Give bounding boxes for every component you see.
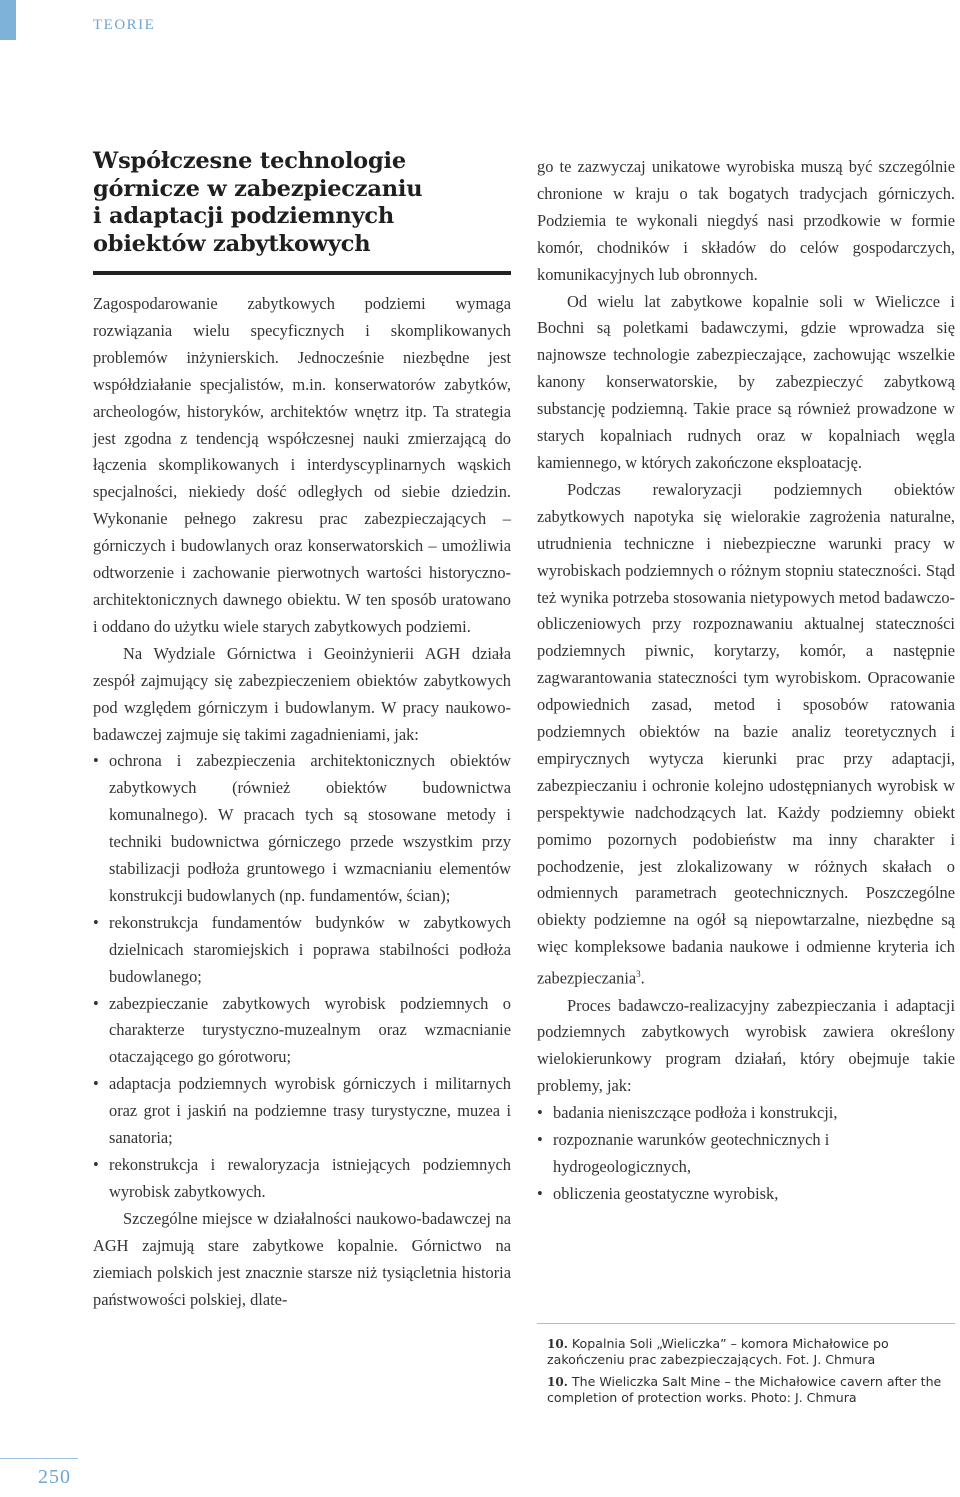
title-line: Współczesne technologie (93, 148, 406, 174)
right-column (537, 154, 955, 1208)
caption-number: 10. (547, 1375, 568, 1389)
list-item: • rekonstrukcja fundamentów budynków w zabytkowych dzielnicach staromiejskich i poprawa stabilności podłoża budowlanego; (93, 910, 511, 991)
bullet-list (537, 1100, 955, 1208)
list-item: • zabezpieczanie zabytkowych wyrobisk podziemnych o charakterze turystyczno-muzealnym oraz wzmacnianie otaczającego go górotworu; (93, 991, 511, 1072)
caption-english (537, 1374, 955, 1406)
footnote-reference: 3 (636, 969, 641, 980)
paragraph-continuation: go te zazwyczaj unikatowe wyrobiska muszą być szczególnie chronione w kraju o tak bogatych tradycjach górniczych. Podziemia te wykonali niegdyś nasi przodkowie w formie komór, chodników i składów do celów gospodarczych, komunikacyjnych lub obronnych. (537, 157, 955, 284)
paragraph: Podczas rewaloryzacji podziemnych obiektów zabytkowych napotyka się wielorakie zagrożenia naturalne, utrudnienia techniczne i niebezpieczne warunki pracy w wyrobiskach podziemnych o różnym stopniu stateczności. Stąd też wynika potrzeba stosowania nietypowych metod badawczo-obliczeniowych przy rozpoznawaniu aktualnej stateczności podziemnych piwnic, korytarzy, komór, a następnie zagwarantowania stateczności tym wyrobiskom. Opracowanie odpowiednich zasad, metod i sposobów ratowania podziemnych obiektów na bazie analiz teoretycznych i empirycznych wytycza kierunki prac przy adaptacji, zabezpieczaniu i ochronie kolejno udostępnianych wyrobisk w perspektywie nadchodzących lat. Każdy podziemny obiekt pomimo pozornych podobieństw ma inny charakter i pochodzenie, jest zlokalizowany w różnych skałach o odmiennych parametrach geotechnicznych. Poszczególne obiekty podziemne na ogół są niepowtarzalne, niezbędne są więc kompleksowe badania naukowe i odmienne kryteria ich zabezpieczania$^3$. (537, 479, 955, 988)
section-label: TEORIE (93, 17, 156, 33)
caption-text: Kopalnia Soli „Wieliczka” – komora Michałowice po zakończeniu prac zabezpieczających. Fot. J. Chmura (547, 1336, 889, 1367)
title-line: i adaptacji podziemnych (93, 203, 395, 229)
paragraph: Proces badawczo-realizacyjny zabezpieczania i adaptacji podziemnych zabytkowych wyrobisk zawiera określony wielokierunkowy program działań, który obejmuje takie problemy, jak: (537, 995, 955, 1096)
title-line: obiektów zabytkowych (93, 230, 371, 257)
list-item: • adaptacja podziemnych wyrobisk górniczych i militarnych oraz grot i jaskiń na podziemne trasy turystyczne, muzea i sanatoria; (93, 1071, 511, 1152)
caption-polish (537, 1336, 955, 1368)
list-item: • rozpoznanie warunków geotechnicznych i hydrogeologicznych, (537, 1127, 955, 1181)
left-column (93, 148, 511, 1313)
paragraph-text: Podczas rewaloryzacji podziemnych obiektów zabytkowych napotyka się wielorakie zagrożenia naturalne, utrudnienia techniczne i niebezpieczne warunki pracy w wyrobiskach podziemnych o różnym stopniu stateczności. Stąd też wynika potrzeba stosowania nietypowych metod badawczo-obliczeniowych przy rozpoznawaniu aktualnej stateczności podziemnych piwnic, korytarzy, komór, a następnie zagwarantowania stateczności tym wyrobiskom. Opracowanie odpowiednich zasad, metod i sposobów ratowania podziemnych obiektów na bazie analiz teoretycznych i empirycznych wytycza kierunki prac przy adaptacji, zabezpieczaniu i ochronie kolejno udostępnianych wyrobisk w perspektywie nadchodzących lat. Każdy podziemny obiekt pomimo pozornych podobieństw ma inny charakter i pochodzenie, jest zlokalizowany w różnych skałach o odmiennych parametrach geotechnicznych. Poszczególne obiekty podziemne na ogół są niepowtarzalne, niezbędne są więc kompleksowe badania naukowe i odmienne kryteria ich zabezpieczania (537, 479, 955, 988)
list-item: • rekonstrukcja i rewaloryzacja istniejących podziemnych wyrobisk zabytkowych. (93, 1152, 511, 1206)
footer-divider (0, 1458, 78, 1459)
list-item: • obliczenia geostatyczne wyrobisk, (537, 1181, 955, 1208)
section-color-bar (0, 0, 16, 40)
paragraph: Zagospodarowanie zabytkowych podziemi wymaga rozwiązania wielu specyficznych i skomplikowanych problemów inżynierskich. Jednocześnie niezbędne jest współdziałanie specjalistów, m.in. konserwatorów zabytków, archeologów, historyków, architektów wnętrz itp. Ta strategia jest zgodna z tendencją współczesnej nauki zmierzającą do łączenia skomplikowanych i interdyscyplinarnych wąskich specjalności, niekiedy dość odległych od siebie dziedzin. Wykonanie pełnego zakresu prac zabezpieczających – górniczych i budowlanych oraz konserwatorskich – umożliwia odtworzenie i zachowanie pierwotnych wartości historyczno-architektonicznych dawnego obiektu. W ten sposób uratowano i oddano do użytku wiele starych zabytkowych podziemi. (93, 294, 511, 636)
list-item: • ochrona i zabezpieczenia architektonicznych obiektów zabytkowych (również obiektów budownictwa komunalnego). W pracach tych są stosowane metody i techniki budownictwa górniczego przede wszystkim przy stabilizacji podłoża gruntowego i wzmacnianiu elementów konstrukcji budowlanych (np. fundamentów, ścian); (93, 748, 511, 909)
title-divider (93, 271, 511, 275)
caption-text: The Wieliczka Salt Mine – the Michałowice cavern after the completion of protection works. Photo: J. Chmura (547, 1374, 942, 1405)
paragraph-text: Szczególne miejsce w działalności naukowo-badawczej na AGH zajmują stare zabytkowe kopalnie. Górnictwo na ziemiach polskich jest znacznie starsze niż tysiącletnia historia państwowości polskiej, dlate- (93, 1208, 511, 1309)
paragraph: Na Wydziale Górnictwa i Geoinżynierii AGH działa zespół zajmujący się zabezpieczeniem obiektów zabytkowych pod względem górniczym i budowlanym. W pracy naukowo-badawczej zajmuje się takimi zagadnieniami, jak: (93, 643, 511, 744)
page-number: 250 (38, 1466, 71, 1488)
bullet-list (93, 748, 511, 1205)
figure-caption-box (537, 1323, 955, 1412)
list-item: • badania nieniszczące podłoża i konstrukcji, (537, 1100, 955, 1127)
article-title (93, 148, 511, 258)
title-line: górnicze w zabezpieczaniu (93, 175, 423, 202)
caption-number: 10. (547, 1337, 568, 1351)
paragraph: Od wielu lat zabytkowe kopalnie soli w Wieliczce i Bochni są poletkami badawczymi, gdzie wprowadza się najnowsze technologie zabezpieczające, zachowując wszelkie kanony konserwatorskie, by zabezpieczyć zabytkową substancję podziemną. Takie prace są również prowadzone w starych kopalniach rudnych oraz w kopalniach węgla kamiennego, w których zakończone eksploatację. (537, 291, 955, 472)
paragraph (93, 1206, 511, 1314)
